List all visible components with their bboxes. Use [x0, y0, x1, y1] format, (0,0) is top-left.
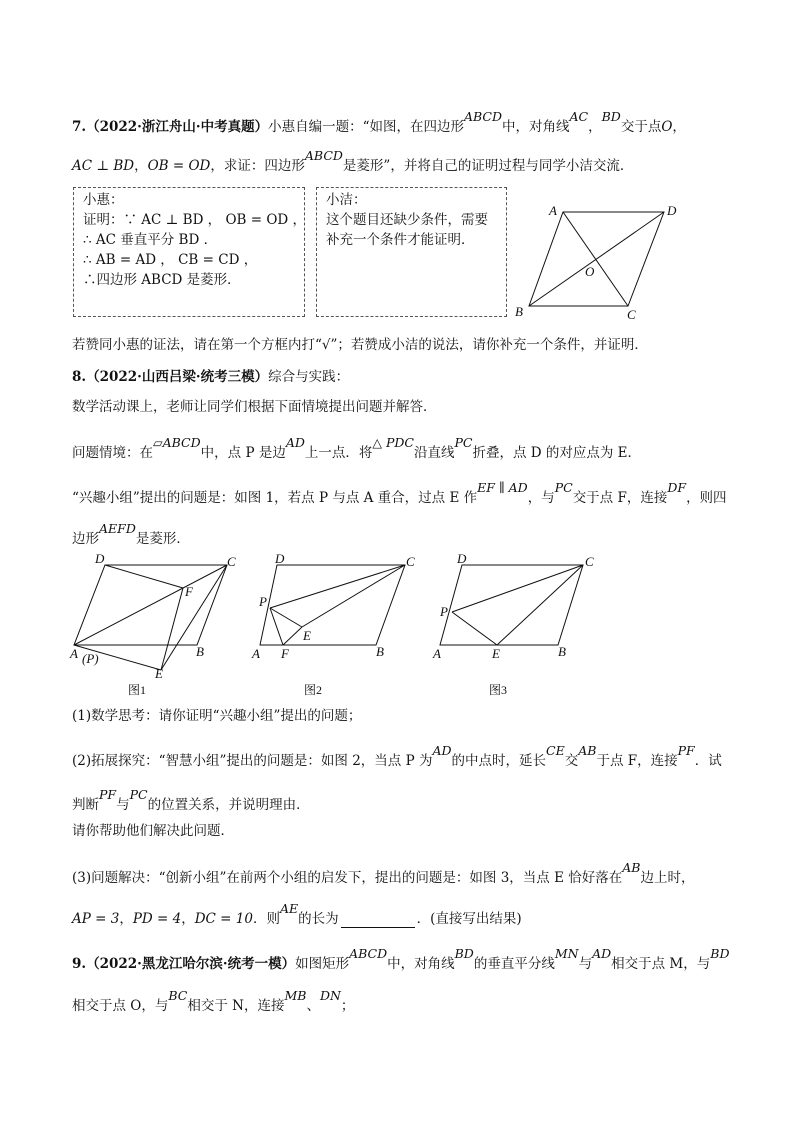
text: 综合与实践：: [268, 369, 350, 385]
q8-number: 8.: [72, 369, 87, 385]
text: ．(直接写出结果): [416, 911, 522, 927]
caption-fig1: 图1: [128, 683, 147, 697]
figure-1: [62, 550, 252, 698]
math: DN: [319, 988, 341, 1003]
text: ，: [119, 911, 133, 927]
text: 折叠，点 D 的对应点为 E．: [472, 445, 642, 461]
box-line: 小洁：: [326, 192, 367, 208]
caption-fig2: 图2: [304, 683, 323, 697]
box-line: ∴四边形 ABCD 是菱形．: [83, 272, 241, 288]
label-A: A: [70, 646, 78, 661]
math: △ PDC: [372, 435, 414, 450]
text: 边形: [72, 531, 99, 547]
text: 中，对角线: [387, 956, 455, 972]
text: 的位置关系，并说明理由．: [147, 797, 310, 813]
label-D: D: [667, 203, 677, 218]
q8-interest-group: [72, 480, 727, 507]
math: EF ∥ AD: [477, 480, 528, 495]
math: AEFD: [99, 521, 136, 536]
q8-intro: 数学活动课上，老师让同学们根据下面情境提出问题并解答．: [72, 399, 437, 415]
math: AB: [578, 743, 597, 758]
figure-2: [250, 550, 430, 698]
text: 于点 F，连接: [596, 753, 678, 769]
xiaojie-box: [316, 187, 507, 317]
math: BD: [454, 946, 474, 961]
text: ．试: [694, 753, 722, 769]
label-P: P: [259, 594, 267, 609]
box-line: ∴ AB = AD ， CB = CD ，: [83, 252, 258, 268]
label-C: C: [627, 307, 636, 322]
math: MB: [284, 988, 307, 1003]
math: AD: [432, 743, 452, 758]
q7-line1: [72, 109, 686, 136]
label-C: C: [227, 554, 236, 569]
text: 、: [306, 998, 320, 1014]
math: ABCD: [349, 946, 388, 961]
q8-part3-line2: [72, 901, 522, 928]
math: PF: [99, 787, 117, 802]
text: ，: [588, 119, 602, 135]
text: 中，点 P 是边: [200, 445, 286, 461]
text: ，求证：四边形: [210, 158, 305, 174]
math: AC: [569, 109, 589, 124]
math: PC: [554, 480, 573, 495]
box-line: ∴ AC 垂直平分 BD ．: [83, 232, 218, 248]
text: ，则四: [686, 490, 727, 506]
q7-line2: [72, 148, 634, 175]
math: AB: [622, 860, 641, 875]
label-E: E: [492, 646, 500, 661]
math: ABCD: [463, 109, 503, 124]
text: 是菱形．: [135, 531, 190, 547]
text: (3)问题解决：“创新小组”在前两个小组的启发下，提出的问题是：如图 3，当点 E 恰好落在: [72, 870, 623, 886]
text: 交于点: [620, 119, 662, 135]
q7-source: （2022·浙江舟山·中考真题）: [86, 119, 269, 135]
text: 相交于 N，连接: [187, 998, 285, 1014]
text: 边上时，: [640, 870, 695, 886]
q8-part2-line2: [72, 787, 310, 814]
math: AP = 3: [72, 911, 120, 927]
math: ABCD: [304, 148, 343, 163]
label-A: A: [433, 646, 441, 661]
text: 中，对角线: [502, 119, 570, 135]
q7-rhombus-figure: [505, 195, 705, 325]
math: MN: [554, 946, 579, 961]
text: 如图矩形: [295, 956, 350, 972]
q8-interest-group-cont: [72, 521, 190, 548]
label-B: B: [376, 644, 384, 659]
xiaohui-proof-box[interactable]: [73, 187, 305, 317]
text: ，: [134, 158, 148, 174]
text: 相交于点 M，与: [611, 956, 711, 972]
label-B: B: [196, 644, 204, 659]
math: BD: [710, 946, 730, 961]
text: 交于点 F，连接: [572, 490, 668, 506]
math: PD = 4: [132, 911, 182, 927]
text: 问题情境：在: [72, 445, 153, 461]
label-P: P: [440, 604, 448, 619]
text: 与: [116, 797, 130, 813]
math: AD: [592, 946, 612, 961]
text: 的垂直平分线: [473, 956, 555, 972]
text: “兴趣小组”提出的问题是：如图 1，若点 P 与点 A 重合，过点 E 作: [72, 490, 478, 506]
q8-source: （2022·山西吕梁·统考三模）: [86, 369, 269, 385]
label-A: A: [549, 203, 557, 218]
math: ▱ABCD: [153, 435, 201, 450]
text: (2)拓展探究：“智慧小组”提出的问题是：如图 2，当点 P 为: [72, 753, 433, 769]
label-D: D: [275, 551, 285, 566]
q9-source: （2022·黑龙江哈尔滨·统考一模）: [86, 956, 296, 972]
math: AE: [279, 901, 299, 916]
label-E: E: [303, 628, 311, 643]
box-line: 补充一个条件才能证明．: [326, 232, 475, 248]
math: DF: [667, 480, 687, 495]
answer-blank[interactable]: [341, 913, 415, 928]
text: 相交于点 O，与: [72, 998, 169, 1014]
text: 交: [564, 753, 579, 769]
q7-number: 7.: [72, 119, 87, 135]
text: 是菱形”，并将自己的证明过程与同学小洁交流．: [342, 158, 634, 174]
text: 的长为: [298, 911, 339, 927]
math: PF: [677, 743, 695, 758]
text: 判断: [72, 797, 99, 813]
text: ，: [181, 911, 195, 927]
label-E: E: [155, 666, 163, 681]
q9-line1: [72, 946, 730, 973]
math: AD: [285, 435, 305, 450]
q8-line1: [72, 368, 349, 386]
q8-situation: [72, 435, 642, 462]
math: DC = 10: [194, 911, 253, 927]
math: PC: [129, 787, 148, 802]
figure-3: [430, 550, 610, 698]
math: CE: [546, 743, 565, 758]
text: ，: [672, 119, 686, 135]
label-P: (P): [82, 651, 99, 666]
math: BC: [168, 988, 188, 1003]
q9-line2: [72, 988, 355, 1015]
label-C: C: [406, 554, 415, 569]
label-A: A: [252, 646, 260, 661]
q8-part2-line1: [72, 743, 722, 770]
label-B: B: [515, 304, 523, 319]
text: 的中点时，延长: [451, 753, 547, 769]
q8-part2-line3: 请你帮助他们解决此问题．: [72, 823, 234, 839]
box-line: 小惠：: [83, 192, 124, 208]
math: BD: [601, 109, 621, 124]
q8-part3-line1: [72, 860, 695, 887]
q8-part1: (1)数学思考：请你证明“兴趣小组”提出的问题；: [72, 708, 362, 724]
text: 小惠自编一题：“如图，在四边形: [268, 119, 464, 135]
math: O: [661, 119, 673, 135]
text: 沿直线: [413, 445, 455, 461]
q7-tail: 若赞同小惠的证法，请在第一个方框内打“√”；若赞成小洁的说法，请你补充一个条件，并证明．: [72, 337, 648, 353]
label-C: C: [585, 554, 594, 569]
text: ，与: [527, 490, 555, 506]
text: 与: [578, 956, 593, 972]
label-D: D: [95, 551, 105, 566]
text: ；: [340, 998, 355, 1014]
label-D: D: [457, 551, 467, 566]
caption-fig3: 图3: [489, 683, 508, 697]
label-F: F: [185, 584, 193, 599]
text: ．则: [252, 911, 280, 927]
label-F: F: [281, 646, 289, 661]
math: AC ⊥ BD: [72, 158, 135, 174]
label-B: B: [558, 644, 566, 659]
math: PC: [454, 435, 473, 450]
box-line: 这个题目还缺少条件，需要: [326, 212, 488, 228]
math: OB = OD: [147, 158, 211, 174]
label-O: O: [585, 264, 595, 279]
q9-number: 9.: [72, 956, 87, 972]
box-line: 证明：∵ AC ⊥ BD ， OB = OD ，: [83, 212, 307, 228]
text: 上一点．将: [304, 445, 373, 461]
